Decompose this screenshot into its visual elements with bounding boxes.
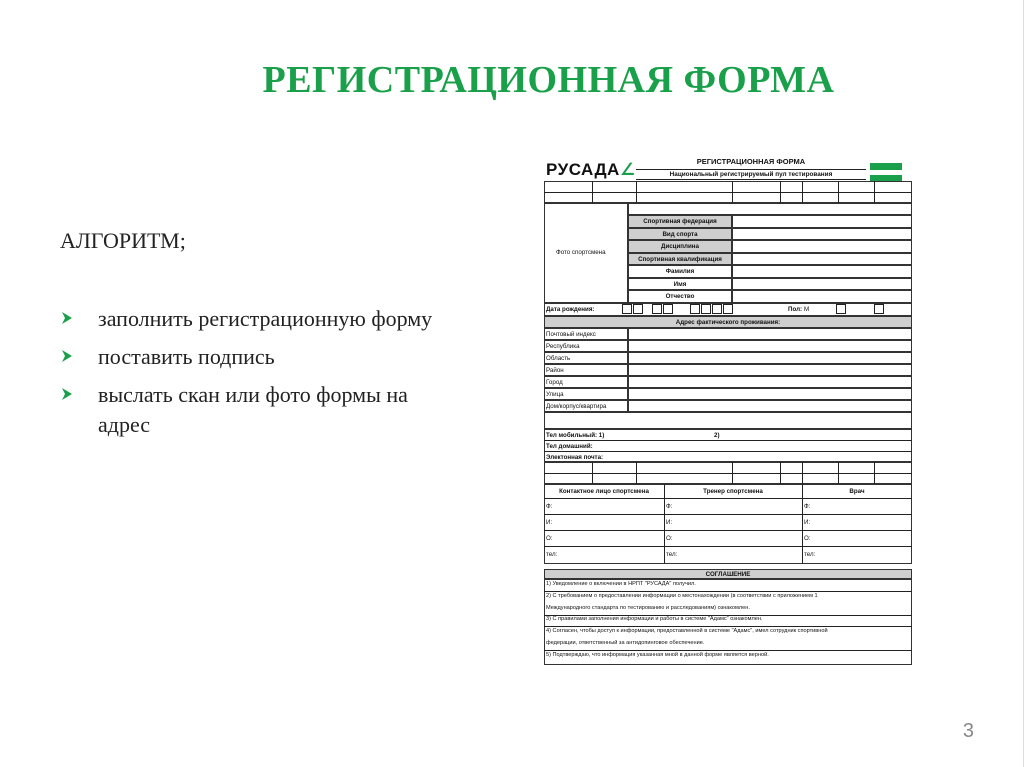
contact-row-label: И: xyxy=(666,519,673,526)
agreement-item: федерации, ответственный за антидопинговое обеспечение. xyxy=(546,640,705,646)
address-field-label: Улица xyxy=(546,391,564,398)
list-item xyxy=(60,342,460,372)
page-number: 3 xyxy=(962,720,974,742)
registration-form-image: РУСАДА∠ РЕГИСТРАЦИОННАЯ ФОРМА Национальный регистрируемый пул тестирования Фото спортсмена Спортивная федерация Вид спорта Дисциплина Спортивная квалификация Фамилия Имя Отчество Дата рождения: Пол: М Адрес фактического проживания: Почтовый индекс Республика Область Район Город Улица Дом/корпус/квартира Тел мобильный: 1) 2) Тел домашний: Электонная почта: Контактное лицо спортсмена Тренер спортсмена Врач Ф: И: О: тел: Ф: И: О: тел: Ф: И: О: тел: СОГЛАШЕНИЕ 1) Уведомление о включении в НРПТ "РУСАДА" получил. 2) С требованием о предоставлении информации о местонахождении (в соответствии с приложением 1 Международного стандарта по тестированию и расследованиям) ознакомлен. 3) С правилами заполнения информации и работы в системе "Адамс" ознакомлен. 4) Согласен, чтобы доступ к информации, предоставленной в системе "Адамс", имел сотрудник спортивной федерации, ответственный за антидопинговое обеспечение. 5) Подтверждаю, что информация указанная мной в данной форме является верной. xyxy=(544,153,912,665)
contacts-table xyxy=(544,484,912,564)
contact-row-label: тел: xyxy=(666,551,678,558)
contact-row-label: И: xyxy=(804,519,811,526)
agreement-item: 1) Уведомление о включении в НРПТ "РУСАДА" получил. xyxy=(546,581,696,587)
arrow-bullet-icon xyxy=(60,349,74,363)
athlete-field-label: Фамилия xyxy=(665,268,695,275)
sex-m-label: М xyxy=(804,306,810,313)
athlete-field-label: Имя xyxy=(673,280,687,288)
address-field-label: Дом/корпус/квартира xyxy=(546,403,607,410)
contact-row-label: И: xyxy=(546,519,553,526)
athlete-field-label: Спортивная федерация xyxy=(643,218,717,225)
birth-label: Дата рождения: xyxy=(546,306,595,313)
slide-title: РЕГИСТРАЦИОННАЯ ФОРМА xyxy=(262,59,835,101)
phone-home-label: Тел домашний: xyxy=(546,443,593,450)
form-subtitle: Национальный регистрируемый пул тестирования xyxy=(636,169,866,180)
list-item xyxy=(60,380,460,440)
agreement-item: 5) Подтверждаю, что информация указанная мной в данной форме является верной. xyxy=(546,651,769,658)
step-text: выслать скан или фото формы на адрес xyxy=(98,382,408,437)
contact-row-label: О: xyxy=(666,535,673,542)
phone-mobile-label: Тел мобильный: 1) xyxy=(546,432,605,439)
contact-row-label: О: xyxy=(546,535,553,542)
step-text: заполнить регистрационную форму xyxy=(98,306,433,331)
algorithm-label: АЛГОРИТМ; xyxy=(60,228,186,253)
athlete-field-label: Вид спорта xyxy=(662,230,698,238)
email-label: Электонная почта: xyxy=(546,454,604,461)
agreement-item: 3) С правилами заполнения информации и работы в системе "Адамс" ознакомлен. xyxy=(546,616,763,623)
athlete-field-label: Спортивная квалификация xyxy=(638,255,722,263)
flag-stripe xyxy=(870,163,902,170)
agreement-item: 4) Согласен, чтобы доступ к информации, предоставленной в системе "Адамс", имел сотрудник спортивной xyxy=(546,628,828,635)
algorithm-section xyxy=(60,228,460,448)
arrow-bullet-icon xyxy=(60,387,74,401)
address-field-label: Район xyxy=(546,367,564,374)
agreement-item: Международного стандарта по тестированию и расследованиям) ознакомлен. xyxy=(546,604,750,611)
photo-label: Фото спортсмена xyxy=(556,249,606,256)
contact-row-label: тел: xyxy=(804,551,816,558)
sex-label: Пол: xyxy=(788,306,803,313)
list-item xyxy=(60,304,460,334)
arrow-bullet-icon xyxy=(60,311,74,325)
agreement-item: 2) С требованием о предоставлении информации о местонахождении (в соответствии с приложением 1 xyxy=(546,592,818,599)
contact-row-label: О: xyxy=(804,535,811,542)
address-field-label: Почтовый индекс xyxy=(546,331,596,338)
contact-row-label: Ф: xyxy=(666,503,673,510)
address-field-label: Республика xyxy=(546,343,580,350)
form-title: РЕГИСТРАЦИОННАЯ ФОРМА xyxy=(696,157,806,166)
steps-list xyxy=(60,304,460,440)
step-text: поставить подпись xyxy=(98,344,275,369)
address-field-label: Область xyxy=(546,355,571,362)
rusada-logo: РУСАДА∠ xyxy=(546,160,636,179)
address-field-label: Город xyxy=(546,379,563,386)
contact-row-label: тел: xyxy=(546,551,558,558)
athlete-field-label: Дисциплина xyxy=(661,243,699,250)
contact-row-label: Ф: xyxy=(804,503,811,510)
contact-row-label: Ф: xyxy=(546,503,553,510)
athlete-field-label: Отчество xyxy=(665,293,695,300)
